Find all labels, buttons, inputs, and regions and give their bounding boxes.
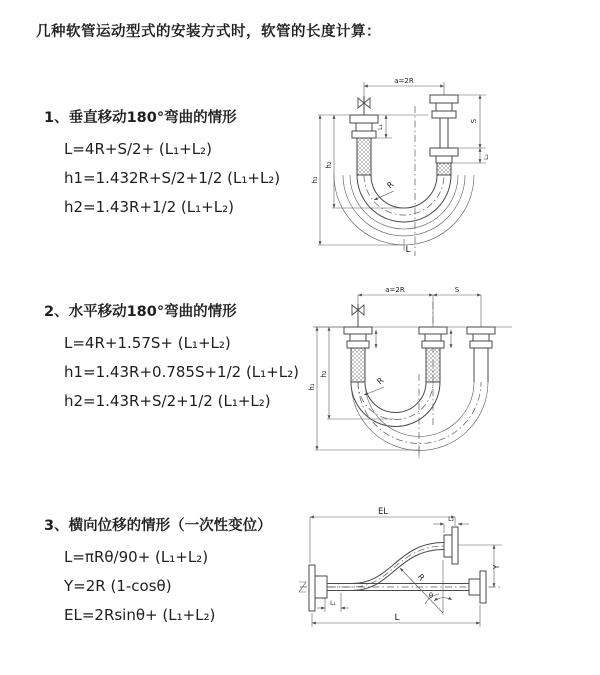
right-flange-fitting — [467, 327, 495, 348]
dim-label-l: L — [405, 245, 411, 255]
formula-line: L=4R+1.57S+ (L₁+L₂) — [64, 334, 231, 352]
page-title: 几种软管运动型式的安装方式时，软管的长度计算： — [36, 24, 381, 40]
section-number: 2、 — [44, 304, 69, 320]
section-title: 水平移动180°弯曲的情形 — [68, 304, 237, 320]
right-flange-fitting-top — [430, 95, 458, 118]
formula-line: h1=1.43R+0.785S+1/2 (L₁+L₂) — [64, 363, 299, 381]
dim-label-y: Y — [492, 564, 501, 570]
section-title: 垂直移动180°弯曲的情形 — [68, 110, 237, 126]
dim-label-s: S — [454, 286, 460, 294]
diagram-vertical-180-bend — [310, 70, 525, 265]
left-flange-fitting — [350, 115, 378, 138]
hose-u-bend-initial — [351, 382, 440, 427]
dim-label-s: S — [470, 118, 478, 124]
left-flange-fitting — [344, 327, 372, 348]
formula-line: h2=1.43R+S/2+1/2 (L₁+L₂) — [64, 392, 271, 410]
dim-label-el: EL — [377, 507, 389, 517]
hose-u-bend — [334, 175, 474, 245]
diagram-lateral-displacement — [297, 505, 567, 645]
section-title: 横向位移的情形（一次性变位） — [68, 518, 272, 534]
dim-label-l2: L₂ — [483, 154, 490, 160]
dim-label-l1: L₁ — [330, 600, 336, 607]
section-lateral-displacement — [44, 514, 272, 630]
diagram-horizontal-180-bend — [307, 282, 532, 467]
dim-label-a2r: a=2R — [385, 286, 405, 294]
section-heading — [44, 300, 299, 321]
section-number: 1、 — [44, 110, 69, 126]
dim-label-h1: h₁ — [308, 383, 316, 391]
dim-label-h2: h₂ — [325, 161, 333, 169]
valve-icon — [358, 96, 370, 115]
formula-line: EL=2Rsinθ+ (L₁+L₂) — [64, 606, 216, 624]
section-vertical-180 — [44, 106, 280, 222]
formula-line: h2=1.43R+1/2 (L₁+L₂) — [64, 198, 234, 216]
valve-icon — [352, 304, 364, 327]
braided-hose-right — [437, 163, 451, 175]
dim-label-r: R — [375, 375, 386, 387]
braided-hose-left — [351, 348, 365, 382]
section-heading — [44, 514, 272, 535]
braided-hose-left — [357, 138, 371, 175]
dim-label-h1: h₁ — [311, 176, 319, 184]
formula-line: h1=1.432R+S/2+1/2 (L₁+L₂) — [64, 169, 281, 187]
section-horizontal-180 — [44, 300, 299, 416]
braided-hose-middle — [426, 348, 440, 382]
formula-line: L=4R+S/2+ (L₁+L₂) — [64, 140, 212, 158]
dim-label-r: R — [385, 179, 396, 191]
right-flange-fitting-lower — [430, 148, 458, 163]
dim-label-h2: h₂ — [320, 370, 328, 378]
dim-label-l: L — [394, 613, 400, 623]
formula-line: L=πRθ/90+ (L₁+L₂) — [64, 548, 209, 566]
middle-flange-fitting — [419, 327, 447, 348]
dim-label-r: R — [415, 572, 427, 583]
left-flange-fitting — [309, 565, 327, 611]
dim-label-l1: L₁ — [377, 124, 384, 130]
dim-label-a2r: a=2R — [394, 77, 414, 85]
dim-label-theta: θ — [428, 592, 434, 600]
section-number: 3、 — [44, 518, 69, 534]
dim-label-l2: L₂ — [448, 516, 454, 523]
section-heading — [44, 106, 280, 127]
formula-line: Y=2R (1-cosθ) — [64, 577, 172, 595]
hose-s-curve — [327, 527, 458, 591]
